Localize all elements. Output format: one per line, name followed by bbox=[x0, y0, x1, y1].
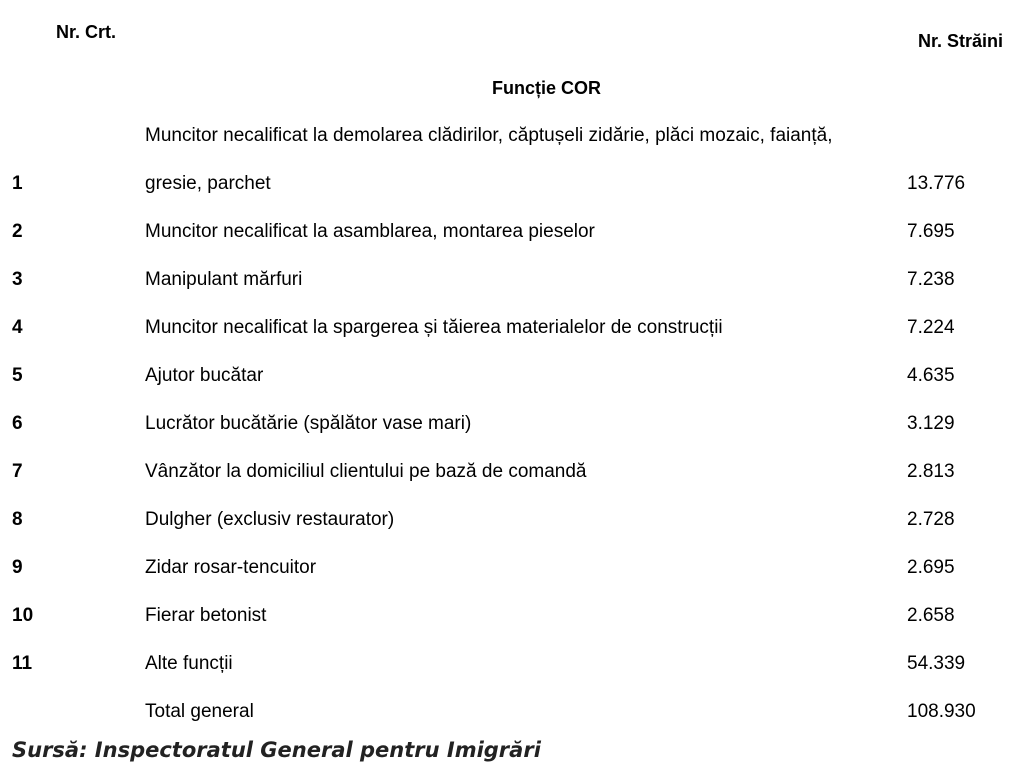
table-cell-functie: Manipulant mărfuri bbox=[145, 269, 303, 290]
header-nr-straini: Nr. Străini bbox=[918, 31, 1004, 51]
table-cell-nr: 2 bbox=[12, 221, 23, 242]
table-cell-nr: 3 bbox=[12, 269, 23, 290]
table-cell-straini: 3.129 bbox=[907, 413, 955, 434]
table-cell-functie: Ajutor bucătar bbox=[145, 365, 264, 386]
table-cell-functie: Muncitor necalificat la asamblarea, montarea pieselor bbox=[145, 221, 595, 242]
table-cell-straini: 2.728 bbox=[907, 509, 955, 530]
table-cell-functie: Muncitor necalificat la spargerea și tăierea materialelor de construcții bbox=[145, 317, 723, 338]
table-cell-nr: 5 bbox=[12, 365, 23, 386]
header-nr-crt: Nr. Crt. bbox=[56, 22, 117, 42]
total-label: Total general bbox=[145, 701, 254, 722]
total-value: 108.930 bbox=[907, 701, 976, 722]
table-cell-nr: 9 bbox=[12, 557, 23, 578]
table-cell-nr: 1 bbox=[12, 173, 23, 194]
table-cell-straini: 4.635 bbox=[907, 365, 955, 386]
table-cell-functie: Fierar betonist bbox=[145, 605, 267, 626]
table-cell-nr: 8 bbox=[12, 509, 23, 530]
table-cell-straini: 7.695 bbox=[907, 221, 955, 242]
table-cell-nr: 6 bbox=[12, 413, 23, 434]
table-cell-straini: 2.658 bbox=[907, 605, 955, 626]
table-cell-straini: 54.339 bbox=[907, 653, 966, 674]
table-cell-functie: Vânzător la domiciliul clientului pe bază de comandă bbox=[145, 461, 587, 482]
table-cell-straini: 7.224 bbox=[907, 317, 955, 338]
table-cell-nr: 10 bbox=[12, 605, 34, 626]
table-cell-functie: Dulgher (exclusiv restaurator) bbox=[145, 509, 395, 530]
table-cell-functie: Zidar rosar-tencuitor bbox=[145, 557, 317, 578]
header-functie-cor: Funcție COR bbox=[492, 78, 602, 98]
table-cell-straini: 7.238 bbox=[907, 269, 955, 290]
source-caption: Sursă: Inspectoratul General pentru Imigrări bbox=[12, 738, 541, 762]
table-cell-straini: 13.776 bbox=[907, 173, 966, 194]
table-cell-functie: Lucrător bucătărie (spălător vase mari) bbox=[145, 413, 472, 434]
table-cell-functie: Alte funcții bbox=[145, 653, 233, 674]
table-cell-functie: gresie, parchet bbox=[145, 173, 271, 194]
table-cell-functie-continued: Muncitor necalificat la demolarea clădirilor, căptușeli zidărie, plăci mozaic, faianță, bbox=[145, 125, 833, 146]
table-cell-straini: 2.695 bbox=[907, 557, 955, 578]
table-cell-straini: 2.813 bbox=[907, 461, 955, 482]
table-cell-nr: 7 bbox=[12, 461, 23, 482]
table-cell-nr: 4 bbox=[12, 317, 23, 338]
table-cell-nr: 11 bbox=[12, 653, 33, 674]
